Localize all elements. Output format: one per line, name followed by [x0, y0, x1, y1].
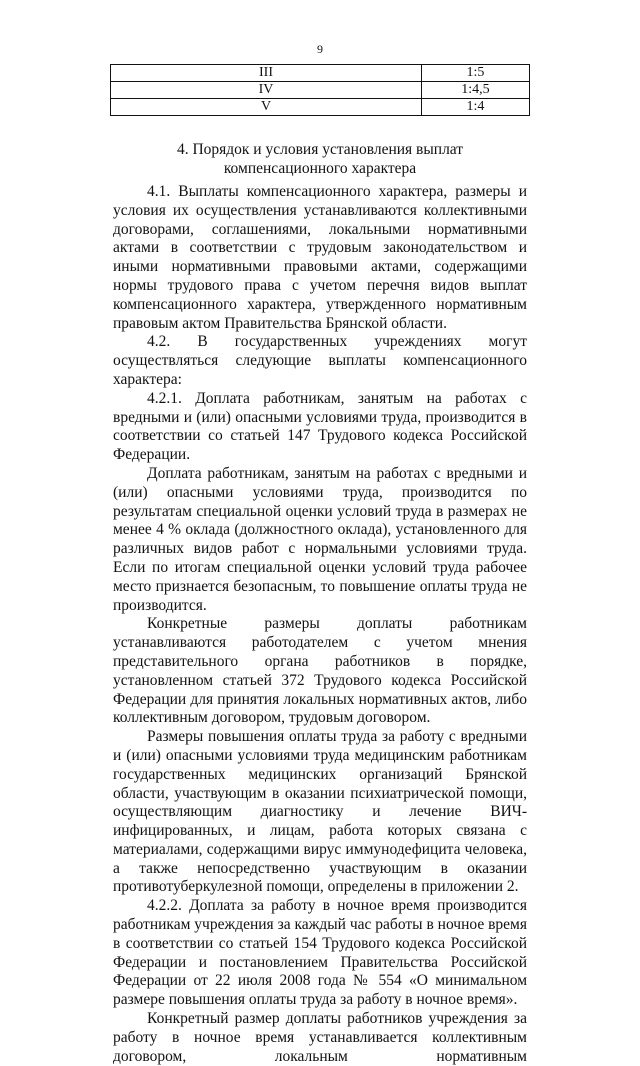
paragraph-4-1: 4.1. Выплаты компенсационного характера, размеры и условия их осуществления устанавливаются коллективными договорами, соглашениями, локальными нормативными актами в соответствии с трудовым законодательством и иными нормативными правовыми актами, содержащими нормы трудового права с учетом перечня видов выплат компенсационного характера, утвержденного нормативным правовым актом Правительства Брянской области. [113, 183, 527, 332]
page-number: 9 [317, 42, 323, 56]
table-cell-ratio: 1:4 [422, 99, 530, 116]
paragraph-4-2: 4.2. В государственных учреждениях могут осуществляться следующие выплаты компенсационного характера: [113, 333, 527, 388]
paragraph-4-2-2: 4.2.2. Доплата за работу в ночное время производится работникам учреждения за каждый час работы в ночное время в соответствии со статьей 154 Трудового кодекса Российской Федерации и постановлением Правительства Российской Федерации от 22 июля 2008 года № 554 «О минимальном размере повышения оплаты труда за работу в ночное время». [113, 897, 527, 1009]
paragraph-harmful-conditions: Доплата работникам, занятым на работах с вредными и (или) опасными условиями труда, производится по результатам специальной оценки условий труда в размерах не менее 4 % оклада (должностного оклада), установленного для различных видов работ с нормальными условиями труда. Если по итогам специальной оценки условий труда рабочее место признается безопасным, то повышение оплаты труда не производится. [113, 464, 527, 614]
table-cell-group: IV [111, 82, 422, 99]
paragraph-medical-workers: Размеры повышения оплаты труда за работу с вредными и (или) опасными условиями труда медицинским работникам государственных медицинских организаций Брянской области, участвующим в оказании психиатрической помощи, осуществляющим диагностику и лечение ВИЧ-инфицированных, и лицам, работа которых связана с материалами, содержащими вирус иммунодефицита человека, а также непосредственно участвующим в оказании противотуберкулезной помощи, определены в приложении 2. [113, 728, 527, 896]
table-row [111, 99, 530, 116]
table-row [111, 82, 530, 99]
section-title-line-2: компенсационного характера [223, 160, 417, 177]
paragraph-4-2-1: 4.2.1. Доплата работникам, занятым на работах с вредными и (или) опасными условиями труда, производится в соответствии со статьей 147 Трудового кодекса Российской Федерации. [113, 389, 527, 464]
section-heading [0, 140, 640, 178]
ratio-table [110, 64, 530, 116]
paragraph-specific-amounts: Конкретные размеры доплаты работникам устанавливаются работодателем с учетом мнения представительного органа работников в порядке, установленном статьей 372 Трудового кодекса Российской Федерации для принятия локальных нормативных актов, либо коллективным договором, трудовым договором. [113, 615, 527, 727]
table-row [111, 65, 530, 82]
paragraph-night-work-amount: Конкретный размер доплаты работников учреждения за работу в ночное время устанавливается коллективным договором, локальным нормативным [113, 1010, 527, 1065]
table-cell-ratio: 1:4,5 [422, 82, 530, 99]
body-text [113, 183, 527, 1066]
table-cell-group: III [111, 65, 422, 82]
section-title-line-1: 4. Порядок и условия установления выплат [176, 141, 464, 158]
table-cell-ratio: 1:5 [422, 65, 530, 82]
table-cell-group: V [111, 99, 422, 116]
